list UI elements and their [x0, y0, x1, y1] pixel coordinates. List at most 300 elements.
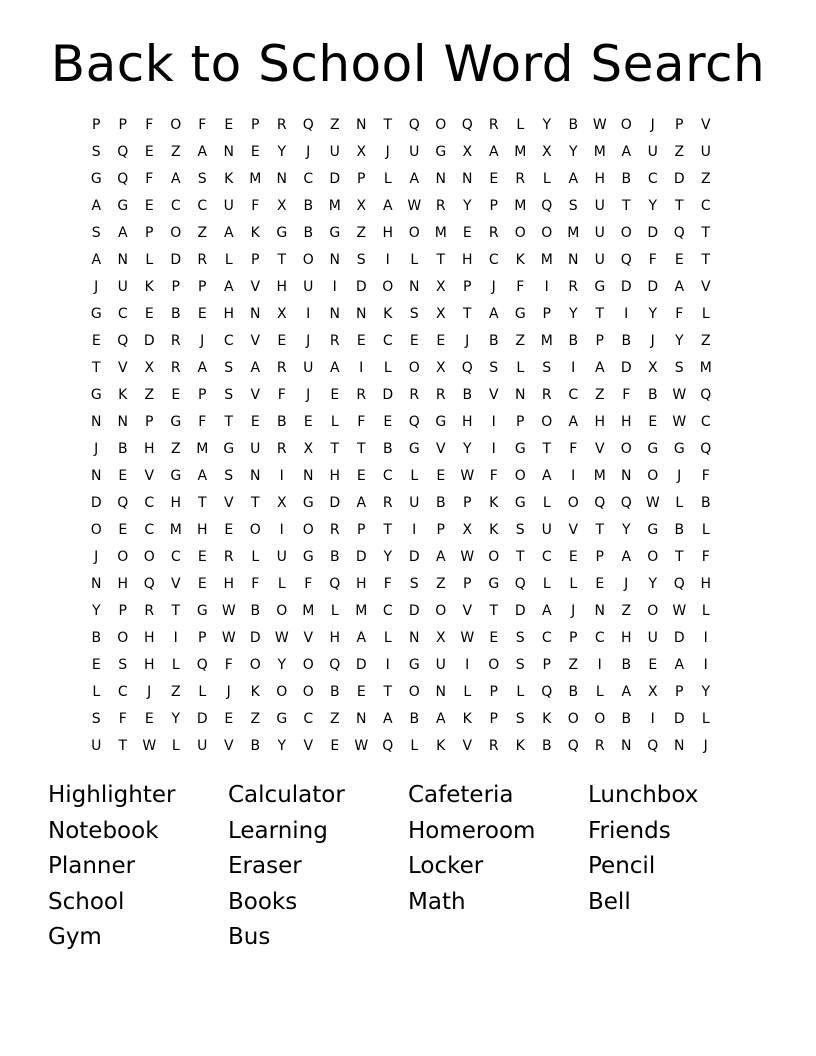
grid-letter: N — [674, 738, 685, 754]
grid-letter: O — [170, 117, 182, 133]
grid-letter: U — [594, 252, 605, 268]
grid-letter: E — [277, 333, 287, 349]
grid-letter: E — [356, 684, 366, 700]
grid-letter: L — [383, 360, 392, 376]
grid-letter: O — [541, 414, 553, 430]
grid-letter: G — [514, 495, 526, 511]
grid-letter: Z — [144, 387, 155, 403]
word-list-item: Math — [408, 888, 466, 915]
grid-letter: G — [276, 225, 288, 241]
grid-letter: O — [276, 684, 288, 700]
grid-letter: G — [302, 495, 314, 511]
grid-letter: O — [488, 657, 500, 673]
grid-letter: R — [488, 738, 499, 754]
grid-letter: D — [355, 657, 367, 673]
grid-letter: W — [221, 603, 236, 619]
grid-letter: Y — [91, 603, 101, 619]
grid-letter: A — [223, 225, 234, 241]
grid-letter: U — [409, 144, 420, 160]
grid-letter: M — [196, 441, 209, 457]
grid-letter: E — [648, 414, 658, 430]
grid-letter: F — [145, 117, 154, 133]
grid-letter: N — [250, 306, 261, 322]
grid-letter: N — [276, 171, 287, 187]
grid-letter: R — [170, 333, 181, 349]
grid-letter: E — [171, 387, 181, 403]
grid-letter: U — [303, 360, 314, 376]
grid-letter: L — [251, 549, 260, 565]
grid-letter: D — [329, 171, 341, 187]
grid-letter: G — [514, 306, 526, 322]
grid-letter: R — [197, 252, 208, 268]
grid-letter: O — [302, 252, 314, 268]
grid-letter: O — [408, 684, 420, 700]
grid-letter: H — [117, 576, 129, 592]
grid-letter: A — [197, 144, 208, 160]
grid-letter: X — [462, 144, 473, 160]
grid-letter: O — [567, 495, 579, 511]
grid-letter: V — [170, 576, 181, 592]
grid-letter: L — [675, 495, 684, 511]
grid-letter: R — [488, 225, 499, 241]
grid-letter: O — [170, 225, 182, 241]
grid-letter: J — [200, 333, 205, 349]
grid-letter: O — [647, 549, 659, 565]
grid-letter: E — [356, 468, 366, 484]
grid-letter: J — [306, 333, 311, 349]
grid-letter: O — [408, 360, 420, 376]
grid-letter: I — [703, 657, 708, 673]
grid-letter: R — [144, 603, 155, 619]
grid-letter: M — [514, 144, 527, 160]
grid-letter: J — [650, 333, 655, 349]
grid-letter: P — [145, 225, 154, 241]
grid-letter: J — [94, 441, 99, 457]
grid-letter: Y — [462, 441, 472, 457]
grid-letter: D — [249, 630, 261, 646]
grid-letter: Z — [674, 144, 685, 160]
grid-letter: E — [197, 306, 207, 322]
grid-letter: P — [251, 117, 260, 133]
grid-letter: A — [250, 360, 261, 376]
grid-letter: K — [542, 711, 552, 727]
grid-letter: D — [196, 711, 208, 727]
grid-letter: A — [435, 549, 446, 565]
grid-letter: G — [90, 171, 102, 187]
grid-letter: P — [569, 630, 578, 646]
grid-letter: N — [356, 306, 367, 322]
grid-letter: Q — [620, 495, 632, 511]
grid-letter: V — [117, 360, 128, 376]
grid-letter: P — [251, 252, 260, 268]
grid-letter: C — [144, 522, 155, 538]
word-list — [48, 778, 768, 956]
grid-letter: Z — [329, 117, 340, 133]
grid-letter: N — [117, 252, 128, 268]
grid-letter: I — [571, 468, 576, 484]
grid-letter: U — [276, 549, 287, 565]
grid-letter: M — [355, 603, 368, 619]
grid-letter: W — [407, 198, 422, 214]
grid-letter: N — [568, 252, 579, 268]
grid-letter: B — [568, 333, 579, 349]
grid-letter: F — [198, 117, 207, 133]
word-list-item: Planner — [48, 853, 136, 879]
grid-letter: P — [357, 171, 366, 187]
grid-letter: C — [382, 468, 393, 484]
grid-letter: E — [144, 711, 154, 727]
grid-letter: E — [91, 657, 101, 673]
grid-letter: Q — [382, 738, 394, 754]
grid-letter: Y — [383, 549, 393, 565]
grid-letter: C — [568, 387, 579, 403]
grid-letter: D — [408, 603, 420, 619]
grid-letter: S — [542, 360, 552, 376]
grid-letter: A — [382, 711, 393, 727]
grid-letter: S — [515, 630, 525, 646]
grid-letter: P — [118, 117, 127, 133]
grid-letter: G — [647, 441, 659, 457]
grid-letter: G — [329, 225, 341, 241]
grid-letter: C — [117, 684, 128, 700]
grid-letter: E — [356, 333, 366, 349]
grid-letter: K — [250, 684, 260, 700]
grid-letter: B — [382, 441, 393, 457]
grid-letter: X — [303, 441, 314, 457]
grid-letter: P — [357, 522, 366, 538]
grid-letter: M — [540, 333, 553, 349]
grid-letter: Q — [567, 738, 579, 754]
grid-letter: I — [359, 360, 364, 376]
grid-letter: B — [568, 684, 579, 700]
grid-letter: L — [569, 576, 578, 592]
grid-letter: C — [594, 630, 605, 646]
grid-letter: R — [594, 738, 605, 754]
grid-letter: X — [435, 360, 446, 376]
grid-letter: R — [488, 117, 499, 133]
grid-letter: E — [383, 414, 393, 430]
grid-letter: C — [382, 603, 393, 619]
grid-letter: X — [276, 306, 287, 322]
grid-letter: G — [514, 441, 526, 457]
grid-letter: V — [250, 333, 261, 349]
grid-letter: C — [170, 549, 181, 565]
grid-letter: E — [224, 522, 234, 538]
grid-letter: V — [303, 738, 314, 754]
grid-letter: M — [593, 144, 606, 160]
grid-letter: J — [571, 603, 576, 619]
grid-letter: X — [276, 198, 287, 214]
grid-letter: E — [462, 225, 472, 241]
grid-letter: F — [224, 657, 233, 673]
grid-letter: A — [594, 360, 605, 376]
grid-letter: N — [515, 387, 526, 403]
grid-letter: T — [197, 495, 207, 511]
grid-letter: Z — [700, 333, 711, 349]
grid-letter: R — [329, 333, 340, 349]
grid-letter: O — [647, 468, 659, 484]
grid-letter: M — [328, 198, 341, 214]
grid-letter: W — [672, 387, 687, 403]
grid-letter: H — [461, 414, 473, 430]
grid-letter: B — [488, 333, 499, 349]
grid-letter: H — [143, 630, 155, 646]
grid-letter: S — [224, 360, 234, 376]
grid-letter: V — [435, 441, 446, 457]
grid-letter: A — [488, 306, 499, 322]
grid-letter: G — [408, 657, 420, 673]
grid-letter: N — [303, 468, 314, 484]
grid-letter: P — [463, 495, 472, 511]
grid-letter: R — [170, 360, 181, 376]
grid-letter: D — [647, 279, 659, 295]
grid-letter: K — [515, 252, 525, 268]
grid-letter: B — [250, 603, 261, 619]
grid-letter: F — [675, 306, 684, 322]
grid-letter: J — [94, 279, 99, 295]
grid-letter: H — [276, 279, 288, 295]
grid-letter: N — [329, 252, 340, 268]
grid-letter: Z — [515, 333, 526, 349]
grid-letter: E — [648, 657, 658, 673]
grid-letter: Y — [542, 117, 552, 133]
grid-letter: T — [595, 306, 605, 322]
grid-letter: U — [409, 495, 420, 511]
grid-letter: C — [223, 333, 234, 349]
grid-letter: T — [621, 198, 631, 214]
grid-letter: R — [223, 549, 234, 565]
grid-letter: D — [620, 279, 632, 295]
grid-letter: A — [117, 225, 128, 241]
grid-letter: T — [224, 414, 234, 430]
grid-letter: M — [699, 360, 712, 376]
grid-letter: C — [144, 495, 155, 511]
grid-letter: A — [488, 144, 499, 160]
grid-letter: U — [700, 144, 711, 160]
grid-letter: P — [463, 279, 472, 295]
grid-letter: F — [118, 711, 127, 727]
grid-letter: O — [382, 279, 394, 295]
grid-letter: B — [647, 387, 658, 403]
grid-letter: I — [624, 306, 629, 322]
word-list-item: Locker — [408, 853, 484, 879]
grid-letter: N — [250, 468, 261, 484]
grid-letter: L — [171, 738, 180, 754]
grid-letter: O — [117, 549, 129, 565]
grid-letter: H — [620, 630, 632, 646]
grid-letter: X — [647, 360, 658, 376]
grid-letter: E — [436, 468, 446, 484]
grid-letter: V — [250, 387, 261, 403]
grid-letter: I — [385, 252, 390, 268]
grid-letter: Y — [648, 306, 658, 322]
grid-letter: M — [169, 522, 182, 538]
grid-letter: U — [250, 441, 261, 457]
grid-letter: Y — [277, 738, 287, 754]
grid-letter: T — [542, 441, 552, 457]
grid-letter: A — [674, 279, 685, 295]
grid-letter: K — [489, 495, 499, 511]
grid-letter: Q — [700, 387, 712, 403]
grid-letter: U — [303, 279, 314, 295]
grid-letter: F — [569, 441, 578, 457]
grid-letter: J — [624, 576, 629, 592]
grid-letter: P — [145, 414, 154, 430]
grid-letter: J — [703, 738, 708, 754]
grid-letter: J — [491, 279, 496, 295]
grid-letter: S — [356, 252, 366, 268]
grid-letter: I — [173, 630, 178, 646]
grid-letter: L — [542, 495, 551, 511]
grid-letter: G — [276, 711, 288, 727]
grid-letter: D — [408, 549, 420, 565]
grid-letter: B — [621, 711, 632, 727]
grid-letter: S — [515, 657, 525, 673]
grid-letter: A — [541, 603, 552, 619]
grid-letter: Q — [594, 495, 606, 511]
grid-letter: P — [595, 549, 604, 565]
grid-letter: D — [170, 252, 182, 268]
grid-letter: W — [592, 117, 607, 133]
grid-letter: P — [198, 279, 207, 295]
grid-letter: Q — [143, 576, 155, 592]
grid-letter: W — [672, 414, 687, 430]
grid-letter: Y — [674, 333, 684, 349]
grid-letter: O — [249, 522, 261, 538]
word-list-item: Cafeteria — [408, 782, 514, 808]
grid-letter: Y — [462, 198, 472, 214]
grid-letter: T — [436, 252, 446, 268]
grid-letter: V — [144, 468, 155, 484]
grid-letter: O — [276, 603, 288, 619]
grid-letter: E — [330, 738, 340, 754]
grid-letter: V — [462, 738, 473, 754]
grid-letter: E — [489, 630, 499, 646]
grid-letter: H — [223, 306, 235, 322]
grid-letter: T — [674, 549, 684, 565]
grid-letter: V — [223, 738, 234, 754]
grid-letter: B — [541, 738, 552, 754]
grid-letter: L — [542, 576, 551, 592]
grid-letter: T — [91, 360, 101, 376]
grid-letter: A — [409, 171, 420, 187]
grid-letter: D — [514, 603, 526, 619]
grid-letter: K — [118, 387, 128, 403]
grid-letter: Y — [171, 711, 181, 727]
word-list-item: Eraser — [228, 853, 302, 879]
grid-letter: S — [515, 711, 525, 727]
grid-letter: L — [542, 171, 551, 187]
grid-letter: J — [147, 684, 152, 700]
grid-letter: N — [91, 414, 102, 430]
grid-letter: I — [597, 657, 602, 673]
grid-letter: O — [514, 225, 526, 241]
grid-letter: Z — [329, 711, 340, 727]
word-list-item: Homeroom — [408, 817, 536, 844]
grid-letter: G — [90, 387, 102, 403]
grid-letter: E — [409, 333, 419, 349]
grid-letter: P — [436, 522, 445, 538]
grid-letter: F — [701, 468, 710, 484]
grid-letter: V — [700, 117, 711, 133]
word-list-item: Pencil — [588, 853, 656, 879]
grid-letter: O — [302, 684, 314, 700]
grid-letter: N — [435, 684, 446, 700]
grid-letter: N — [409, 630, 420, 646]
grid-letter: L — [410, 468, 419, 484]
grid-letter: I — [544, 279, 549, 295]
grid-letter: C — [541, 549, 552, 565]
grid-letter: V — [568, 522, 579, 538]
grid-letter: G — [223, 441, 235, 457]
grid-letter: O — [90, 522, 102, 538]
grid-letter: B — [250, 738, 261, 754]
grid-letter: X — [462, 522, 473, 538]
grid-letter: F — [251, 576, 260, 592]
grid-letter: Y — [621, 522, 631, 538]
grid-letter: R — [276, 360, 287, 376]
grid-letter: Y — [701, 684, 711, 700]
grid-letter: R — [382, 495, 393, 511]
grid-letter: T — [515, 549, 525, 565]
grid-letter: A — [197, 360, 208, 376]
grid-letter: T — [356, 441, 366, 457]
grid-letter: M — [434, 225, 447, 241]
grid-letter: X — [435, 306, 446, 322]
grid-letter: L — [383, 171, 392, 187]
grid-letter: F — [516, 279, 525, 295]
grid-letter: R — [276, 117, 287, 133]
word-list-item: Books — [228, 888, 298, 915]
grid-letter: X — [435, 279, 446, 295]
grid-letter: N — [91, 468, 102, 484]
grid-letter: X — [647, 684, 658, 700]
grid-letter: D — [143, 333, 155, 349]
grid-letter: W — [460, 630, 475, 646]
grid-letter: V — [303, 630, 314, 646]
grid-letter: G — [673, 441, 685, 457]
grid-letter: D — [673, 171, 685, 187]
grid-letter: U — [329, 144, 340, 160]
grid-letter: R — [409, 387, 420, 403]
grid-letter: R — [435, 387, 446, 403]
grid-letter: Z — [170, 441, 181, 457]
grid-letter: D — [673, 711, 685, 727]
grid-letter: V — [223, 495, 234, 511]
grid-letter: A — [197, 468, 208, 484]
grid-letter: G — [170, 414, 182, 430]
grid-letter: S — [197, 171, 207, 187]
grid-letter: F — [251, 198, 260, 214]
grid-letter: Y — [277, 657, 287, 673]
word-list-item: Gym — [48, 924, 102, 950]
grid-letter: P — [171, 279, 180, 295]
grid-letter: Z — [435, 576, 446, 592]
grid-letter: S — [224, 468, 234, 484]
grid-letter: G — [488, 576, 500, 592]
grid-letter: S — [224, 387, 234, 403]
grid-letter: S — [489, 360, 499, 376]
grid-letter: L — [198, 684, 207, 700]
grid-letter: C — [488, 252, 499, 268]
grid-letter: O — [620, 441, 632, 457]
grid-letter: U — [91, 738, 102, 754]
word-list-item: Calculator — [228, 782, 345, 808]
grid-letter: H — [196, 522, 208, 538]
grid-letter: B — [435, 495, 446, 511]
grid-letter: D — [355, 279, 367, 295]
grid-letter: Q — [541, 684, 553, 700]
